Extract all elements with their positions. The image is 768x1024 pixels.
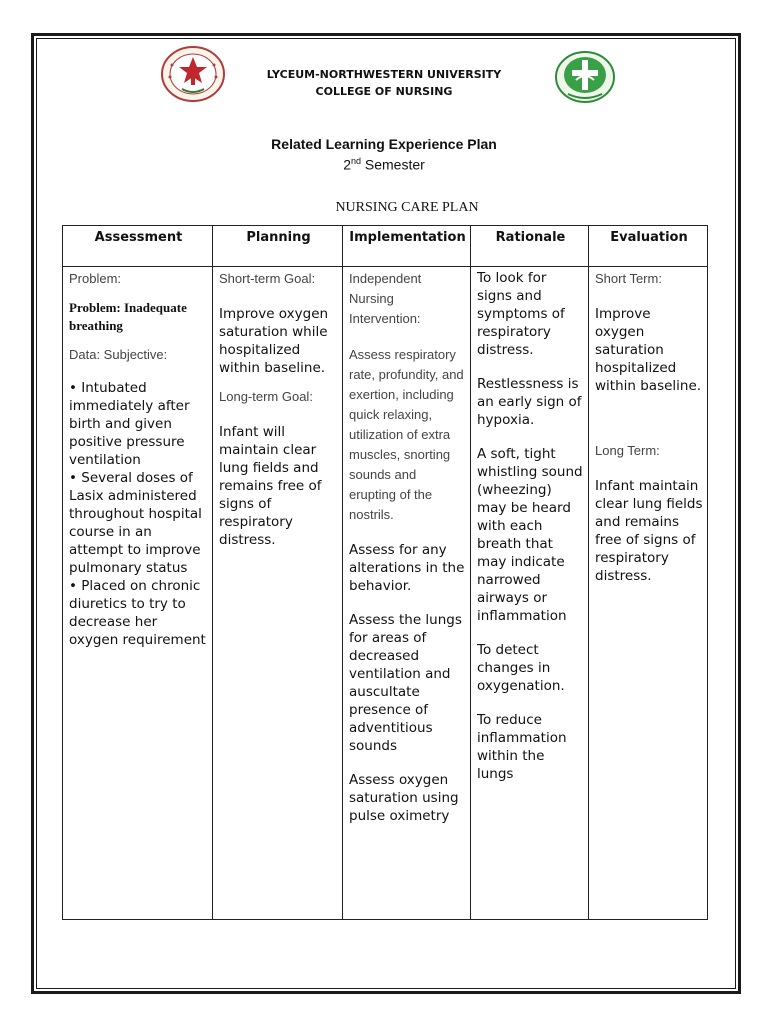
problem-statement: Problem: Inadequate breathing: [69, 300, 187, 333]
implementation-item: Assess respiratory rate, profundity, and exertion, including quick relaxing, utilization of extra muscles, snorting sounds and erupting of the nostrils.: [349, 347, 464, 522]
semester-suffix: nd: [350, 156, 361, 166]
long-term-goal-text: Infant will maintain clear lung fields and remains free of signs of respiratory distress.: [219, 424, 322, 548]
header-assessment: Assessment: [63, 226, 213, 267]
assessment-bullet: • Intubated immediately after birth and given positive pressure ventilation: [69, 380, 190, 468]
assessment-bullet: • Several doses of Lasix administered throughout hospital course in an attempt to improve pulmonary status: [69, 470, 202, 576]
short-term-eval-label: Short Term:: [595, 271, 662, 286]
table-row: [63, 267, 708, 920]
short-term-goal-label: Short-term Goal:: [219, 271, 316, 286]
table-header-row: [63, 226, 708, 267]
header-rationale: Rationale: [471, 226, 589, 267]
rationale-item: To reduce inflammation within the lungs: [477, 712, 567, 782]
implementation-item: Assess oxygen saturation using pulse oximetry: [349, 772, 459, 824]
short-term-goal-text: Improve oxygen saturation while hospitalized within baseline.: [219, 306, 329, 376]
semester-number: 2: [343, 156, 351, 173]
problem-label: Problem:: [69, 271, 122, 286]
rationale-item: A soft, tight whistling sound (wheezing) may be heard with each breath that may indicate narrowed airways or inflammation: [477, 446, 583, 624]
plan-title: Related Learning Experience Plan: [271, 136, 497, 152]
implementation-intro: Independent Nursing Intervention:: [349, 271, 422, 326]
assessment-bullet: • Placed on chronic diuretics to try to decrease her oxygen requirement: [69, 578, 206, 648]
evaluation-cell: [589, 267, 708, 920]
university-seal-icon: [160, 45, 226, 103]
implementation-cell: [343, 267, 471, 920]
assessment-cell: [63, 267, 213, 920]
long-term-goal-label: Long-term Goal:: [219, 389, 313, 404]
header-implementation: Implementation: [343, 226, 471, 267]
header-evaluation: Evaluation: [589, 226, 708, 267]
implementation-item: Assess for any alterations in the behavior.: [349, 542, 465, 594]
semester-word: Semester: [361, 156, 425, 173]
implementation-item: Assess the lungs for areas of decreased ventilation and auscultate presence of adventitious sounds: [349, 612, 462, 754]
long-term-eval-text: Infant maintain clear lung fields and remains free of signs of respiratory distress.: [595, 478, 703, 584]
semester-line: [184, 153, 584, 174]
rationale-item: To look for signs and symptoms of respiratory distress.: [477, 270, 565, 358]
short-term-eval-text: Improve oxygen saturation hospitalized within baseline.: [595, 306, 702, 394]
rationale-item: To detect changes in oxygenation.: [477, 642, 565, 694]
long-term-eval-label: Long Term:: [595, 443, 660, 458]
nursing-care-plan-table: [62, 225, 708, 920]
rationale-item: Restlessness is an early sign of hypoxia.: [477, 376, 582, 428]
care-plan-title: NURSING CARE PLAN: [335, 200, 479, 215]
university-header: [240, 66, 528, 100]
rationale-cell: [471, 267, 589, 920]
university-name: LYCEUM-NORTHWESTERN UNIVERSITY: [266, 68, 502, 81]
planning-cell: [213, 267, 343, 920]
nursing-college-seal-icon: [554, 50, 616, 104]
data-subjective-label: Data: Subjective:: [69, 347, 168, 362]
college-name: COLLEGE OF NURSING: [315, 85, 453, 98]
header-planning: Planning: [213, 226, 343, 267]
